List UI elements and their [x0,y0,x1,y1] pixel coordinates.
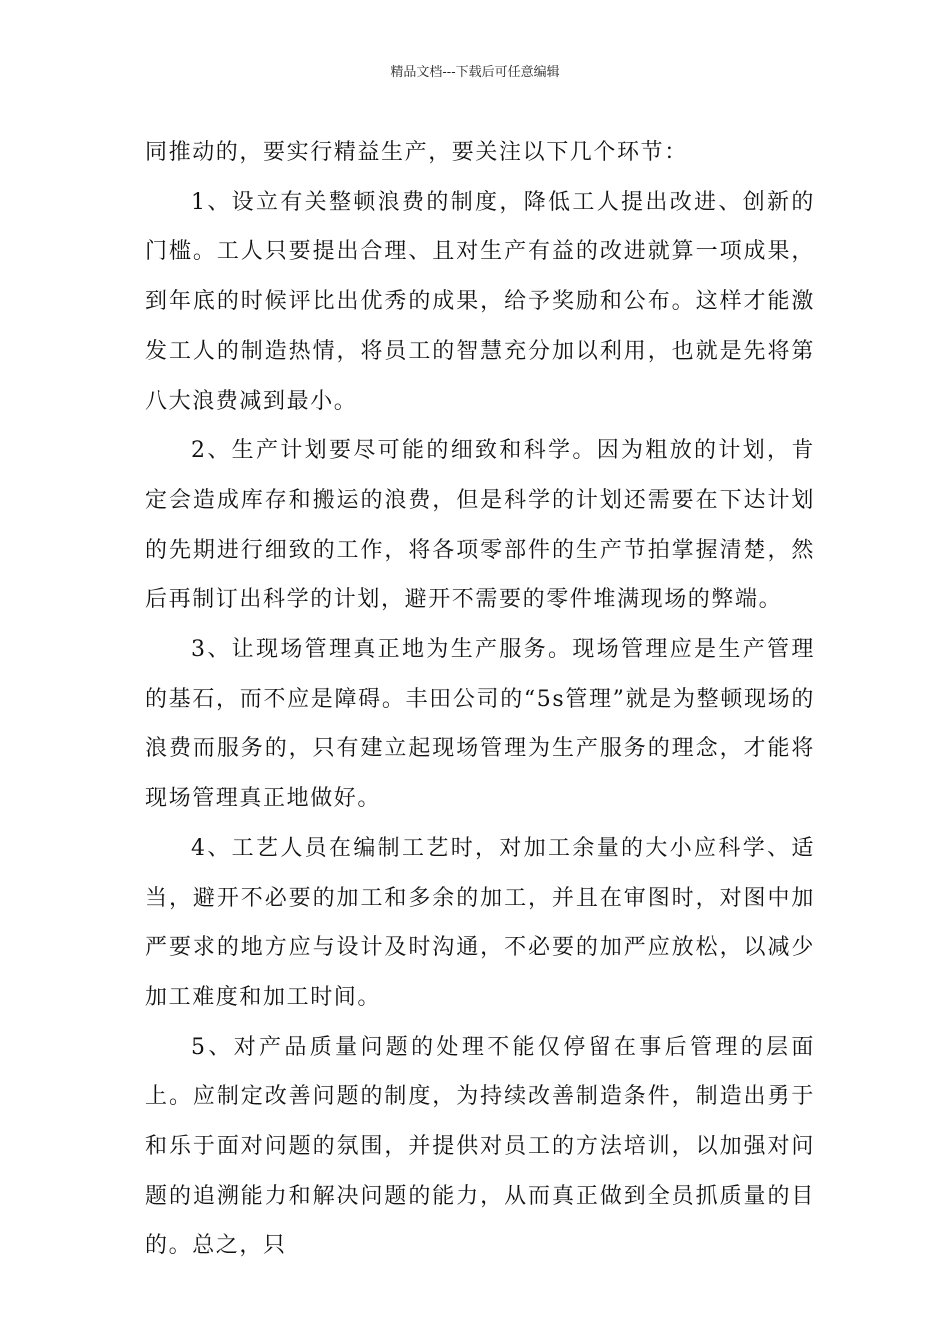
document-body [145,128,815,1271]
paragraph-item-5: 5、对产品质量问题的处理不能仅停留在事后管理的层面上。应制定改善问题的制度，为持续改善制造条件，制造出勇于和乐于面对问题的氛围，并提供对员工的方法培训，以加强对问题的追溯能力和解决问题的能力，从而真正做到全员抓质量的目的。总之，只 [145,1034,815,1259]
paragraph-item-4: 4、工艺人员在编制工艺时，对加工余量的大小应科学、适当，避开不必要的加工和多余的加工，并且在审图时，对图中加严要求的地方应与设计及时沟通，不必要的加严应放松，以减少加工难度和加工时间。 [145,835,815,1010]
paragraph-item-2: 2、生产计划要尽可能的细致和科学。因为粗放的计划，肯定会造成库存和搬运的浪费，但是科学的计划还需要在下达计划的先期进行细致的工作，将各项零部件的生产节拍掌握清楚，然后再制订出科学的计划，避开不需要的零件堆满现场的弊端。 [145,438,815,613]
page-header: 精品文档---下载后可任意编辑 [390,65,560,80]
paragraph-continuation: 同推动的，要实行精益生产，要关注以下几个环节： [145,140,688,165]
paragraph-item-1: 1、设立有关整顿浪费的制度，降低工人提出改进、创新的门槛。工人只要提出合理、且对生产有益的改进就算一项成果，到年底的时候评比出优秀的成果，给予奖励和公布。这样才能激发工人的制造热情，将员工的智慧充分加以利用，也就是先将第八大浪费减到最小。 [145,189,815,414]
paragraph-item-3: 3、让现场管理真正地为生产服务。现场管理应是生产管理的基石，而不应是障碍。丰田公司的“5s管理”就是为整顿现场的浪费而服务的，只有建立起现场管理为生产服务的理念，才能将现场管理真正地做好。 [145,637,815,812]
